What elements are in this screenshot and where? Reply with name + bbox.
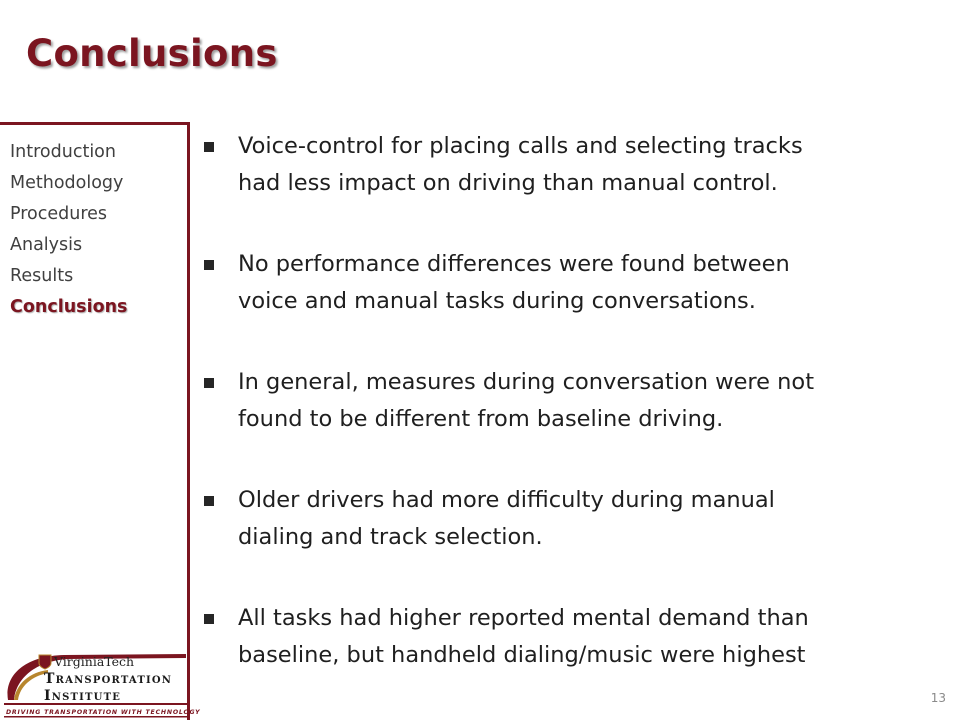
logo-brand-text: VirginiaTech — [54, 654, 135, 669]
sidebar-item-introduction[interactable]: Introduction — [10, 142, 116, 162]
square-bullet-icon — [204, 142, 214, 152]
sidebar-item-analysis[interactable]: Analysis — [10, 235, 83, 255]
bullet-text-line: No performance differences were found between — [238, 251, 790, 277]
slide-title: Conclusions — [26, 32, 278, 75]
sidebar-item-results[interactable]: Results — [10, 266, 74, 286]
square-bullet-icon — [204, 260, 214, 270]
bullet-item — [204, 600, 904, 674]
vtti-logo — [4, 650, 201, 718]
bullet-item — [204, 246, 904, 320]
sidebar-item-conclusions[interactable]: Conclusions — [10, 297, 128, 317]
bullet-text-line: All tasks had higher reported mental demand than — [238, 605, 809, 631]
vt-shield-icon — [38, 654, 52, 670]
logo-name-line1: Transportation — [44, 671, 173, 687]
square-bullet-icon — [204, 496, 214, 506]
bullet-text-line: Voice-control for placing calls and selecting tracks — [238, 133, 803, 159]
bullet-item — [204, 128, 904, 202]
sidebar-item-procedures[interactable]: Procedures — [10, 204, 108, 224]
bullet-text-line: had less impact on driving than manual control. — [238, 170, 778, 196]
logo-tagline: DRIVING TRANSPORTATION WITH TECHNOLOGY — [6, 709, 201, 716]
sidebar-item-methodology[interactable]: Methodology — [10, 173, 124, 193]
bullet-text-line: voice and manual tasks during conversations. — [238, 288, 756, 314]
logo-name-line2: Institute — [44, 688, 122, 704]
bullet-item — [204, 364, 904, 438]
bullet-text-line: found to be different from baseline driving. — [238, 406, 724, 432]
logo-name-text — [44, 671, 172, 705]
page-number: 13 — [930, 691, 946, 705]
bullet-text-line: Older drivers had more difficulty during manual — [238, 487, 775, 513]
bullet-list — [204, 128, 904, 674]
sidebar-nav — [10, 137, 127, 323]
bullet-text-line: dialing and track selection. — [238, 524, 543, 550]
square-bullet-icon — [204, 614, 214, 624]
square-bullet-icon — [204, 378, 214, 388]
bullet-item — [204, 482, 904, 556]
bullet-text-line: baseline, but handheld dialing/music were highest — [238, 642, 806, 668]
bullet-text-line: In general, measures during conversation were not — [238, 369, 815, 395]
